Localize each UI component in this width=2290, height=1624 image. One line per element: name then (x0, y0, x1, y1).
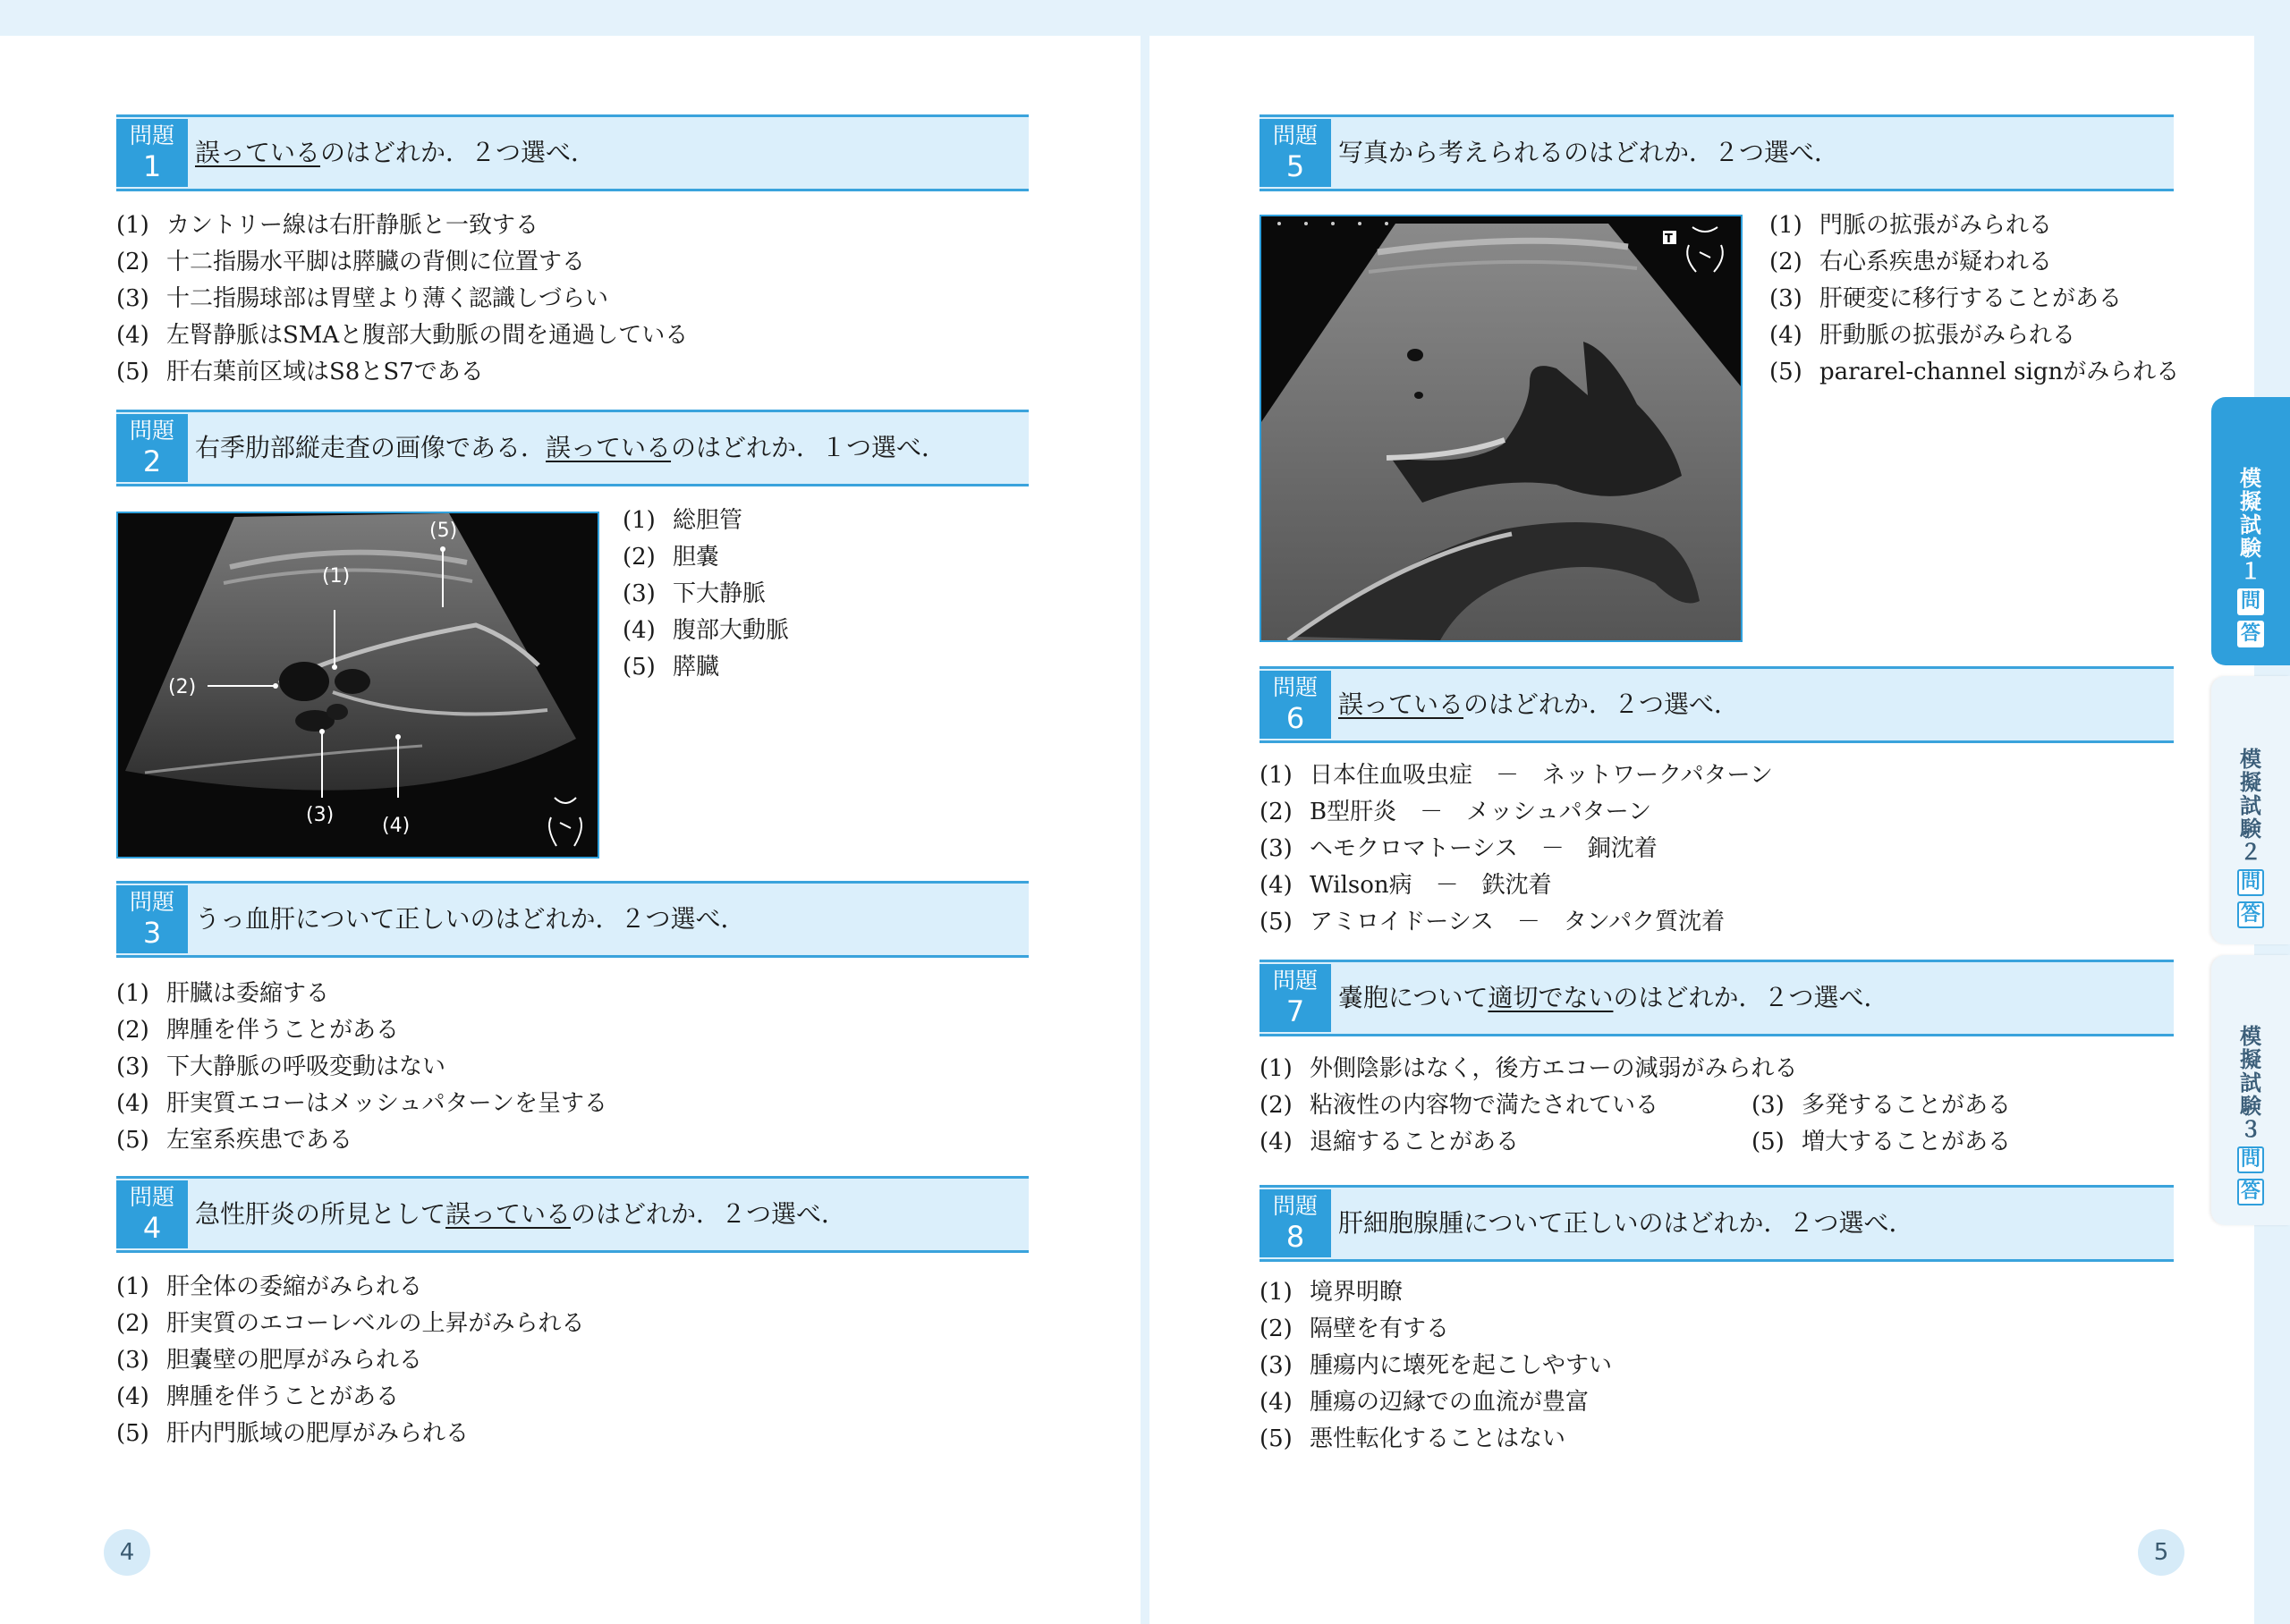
option-list (116, 976, 607, 1159)
option-4: (4) 肝実質エコーはメッシュパターンを呈する (116, 1090, 607, 1117)
question-text: 写真から考えられるのはどれか．２つ選べ． (1338, 138, 1840, 167)
image-label-4: (4) (382, 815, 411, 837)
image-label-1: (1) (322, 565, 351, 588)
image-marker: T (1665, 233, 1673, 246)
image-label-5: (5) (429, 520, 458, 542)
image-label-2: (2) (168, 676, 197, 698)
question-badge: 問題 6 (1260, 671, 1331, 739)
option-1: (1) 肝全体の委縮がみられる (116, 1273, 423, 1300)
question-header (116, 410, 1029, 486)
option-1: (1) カントリー線は右肝静脈と一致する (116, 212, 539, 239)
question-text: 急性肝炎の所見として誤っているのはどれか．２つ選べ． (195, 1199, 847, 1229)
question-text: 誤っているのはどれか．２つ選べ． (195, 138, 597, 167)
question-badge: 問題 5 (1260, 119, 1331, 187)
option-5: (5) 左室系疾患である (116, 1127, 353, 1154)
option-5: (5) 増大することがある (1751, 1129, 2012, 1155)
option-list (116, 207, 688, 391)
option-list (1260, 1274, 1612, 1458)
option-2: (2) 肝実質のエコーレベルの上昇がみられる (116, 1310, 585, 1337)
option-list (623, 503, 789, 686)
ultrasound-image (1260, 215, 1743, 642)
option-3: (3) 胆嚢壁の肥厚がみられる (116, 1347, 423, 1374)
option-2: (2) 右心系疾患が疑われる (1769, 249, 2053, 275)
option-5: (5) 悪性転化することはない (1260, 1425, 1566, 1452)
question-text: 誤っているのはどれか．２つ選べ． (1338, 689, 1740, 719)
option-list (1260, 757, 1773, 941)
option-3: (3) 腫瘍内に壊死を起こしやすい (1260, 1352, 1613, 1379)
option-2: (2) 脾腫を伴うことがある (116, 1017, 400, 1044)
option-5: (5) pararel-channel signがみられる (1769, 359, 2180, 385)
option-4: (4) Wilson病 － 鉄沈着 (1260, 872, 1552, 899)
option-3: (3) 多発することがある (1751, 1092, 2012, 1119)
question-text: 右季肋部縦走査の画像である．誤っているのはどれか．１つ選べ． (195, 433, 947, 462)
option-3: (3) 下大静脈の呼吸変動はない (116, 1053, 446, 1080)
question-badge: 問題 2 (116, 414, 188, 482)
option-5: (5) 肝右葉前区域はS8とS7である (116, 359, 484, 385)
option-2: (2) 隔壁を有する (1260, 1315, 1450, 1342)
question-mark-badge: 問 (2237, 869, 2264, 896)
option-1: (1) 境界明瞭 (1260, 1279, 1404, 1306)
option-list (1769, 207, 2179, 391)
question-header (1260, 1185, 2174, 1262)
option-3: (3) ヘモクロマトーシス － 銅沈着 (1260, 835, 1658, 862)
question-header (1260, 960, 2174, 1036)
question-badge: 問題 4 (116, 1180, 188, 1248)
option-4: (4) 腫瘍の辺縁での血流が豊富 (1260, 1389, 1590, 1416)
question-5 (1260, 114, 2180, 385)
option-2: (2) 粘液性の内容物で満たされている (3) 多発することがある (1260, 1092, 2012, 1119)
ultrasound-image (116, 512, 599, 859)
question-8 (1260, 1185, 2174, 1452)
option-1: (1) 門脈の拡張がみられる (1769, 212, 2053, 239)
question-header (1260, 666, 2174, 743)
page-number-right: 5 (2138, 1529, 2184, 1576)
question-2 (116, 410, 1029, 837)
question-text: うっ血肝について正しいのはどれか．２つ選べ． (195, 904, 746, 934)
question-3 (116, 881, 1029, 1154)
side-tab-exam-2[interactable]: 模擬試験２ 問 答 (2211, 676, 2290, 944)
question-text: 肝細胞腺腫について正しいのはどれか．２つ選べ． (1338, 1208, 1914, 1238)
question-badge: 問題 7 (1260, 964, 1331, 1032)
option-list (116, 1269, 584, 1452)
question-header (116, 881, 1029, 958)
option-2: (2) 十二指腸水平脚は膵臓の背側に位置する (116, 249, 586, 275)
option-list (1260, 1051, 2011, 1161)
question-badge: 問題 1 (116, 119, 188, 187)
option-4: (4) 退縮することがある (5) 増大することがある (1260, 1129, 2012, 1155)
option-5: (5) 膵臓 (623, 654, 720, 681)
option-5: (5) 肝内門脈域の肥厚がみられる (116, 1420, 470, 1447)
question-4 (116, 1176, 1029, 1447)
option-2: (2) B型肝炎 － メッシュパターン (1260, 799, 1652, 825)
option-3: (3) 十二指腸球部は胃壁より薄く認識しづらい (116, 285, 609, 312)
side-tab-exam-3[interactable]: 模擬試験３ 問 答 (2211, 955, 2290, 1225)
question-mark-badge: 問 (2237, 1146, 2264, 1173)
option-5: (5) アミロイドーシス － タンパク質沈着 (1260, 909, 1726, 935)
option-3: (3) 下大静脈 (623, 580, 767, 607)
option-4: (4) 腹部大動脈 (623, 617, 790, 644)
option-4: (4) 脾腫を伴うことがある (116, 1383, 400, 1410)
option-2: (2) 胆嚢 (623, 544, 720, 571)
option-4: (4) 肝動脈の拡張がみられる (1769, 322, 2076, 349)
answer-mark-badge: 答 (2237, 901, 2264, 928)
question-header (1260, 114, 2174, 191)
page-number-left: 4 (104, 1529, 150, 1576)
option-3: (3) 肝硬変に移行することがある (1769, 285, 2123, 312)
image-label-3: (3) (306, 804, 335, 826)
question-1 (116, 114, 1029, 385)
option-1: (1) 総胆管 (623, 507, 743, 534)
probe-orientation-icon (549, 798, 581, 846)
option-1: (1) 外側陰影はなく，後方エコーの減弱がみられる (1260, 1055, 1798, 1082)
answer-mark-badge: 答 (2237, 1179, 2264, 1205)
option-1: (1) 肝臓は委縮する (116, 980, 330, 1007)
answer-mark-badge: 答 (2237, 621, 2264, 647)
question-text: 嚢胞について適切でないのはどれか．２つ選べ． (1338, 983, 1889, 1012)
question-7 (1260, 960, 2174, 1155)
question-header (116, 114, 1029, 191)
question-badge: 問題 3 (116, 885, 188, 953)
question-header (116, 1176, 1029, 1253)
probe-orientation-icon (1687, 227, 1723, 272)
option-4: (4) 左腎静脈はSMAと腹部大動脈の間を通過している (116, 322, 689, 349)
option-1: (1) 日本住血吸虫症 － ネットワークパターン (1260, 762, 1773, 789)
question-badge: 問題 8 (1260, 1189, 1331, 1257)
side-tab-exam-1[interactable]: 模擬試験１ 問 答 (2211, 397, 2290, 665)
question-mark-badge: 問 (2237, 588, 2264, 615)
question-6 (1260, 666, 2174, 935)
